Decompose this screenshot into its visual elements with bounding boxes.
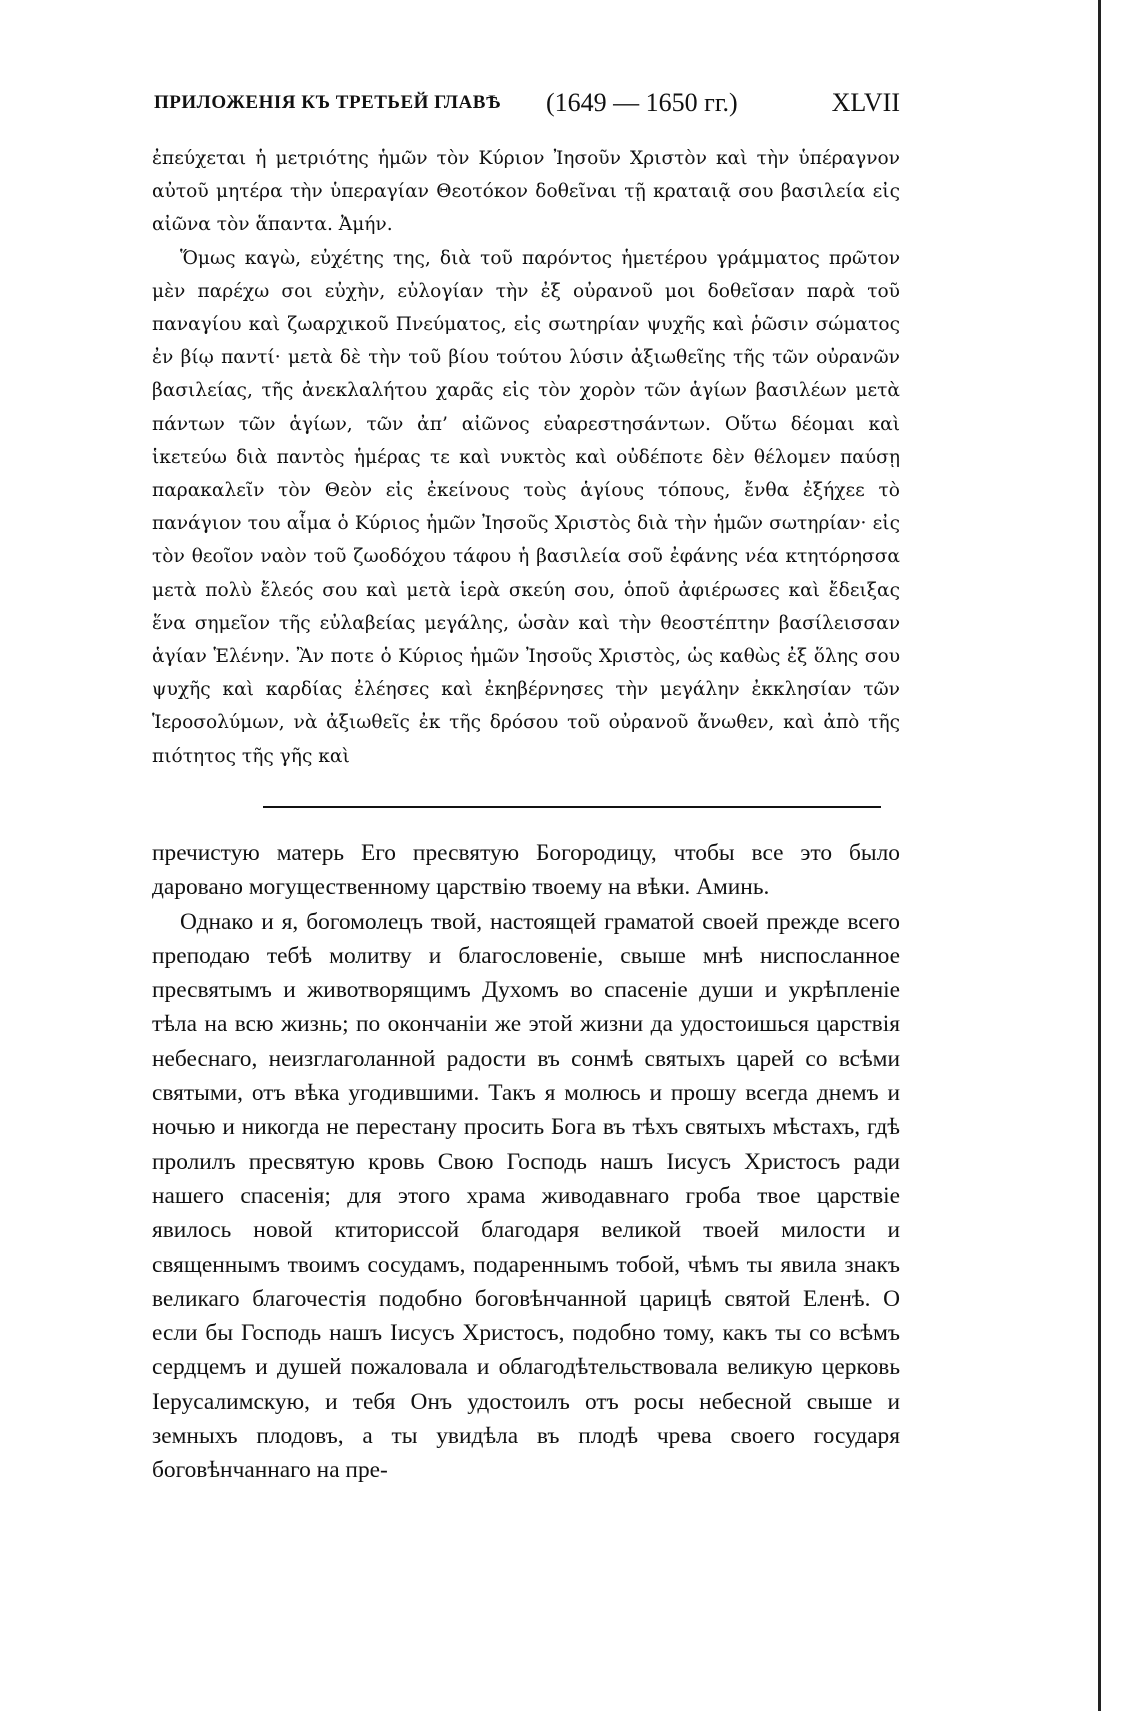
page-header xyxy=(154,88,900,124)
running-title: ПРИЛОЖЕНІЯ КЪ ТРЕТЬЕЙ ГЛАВѢ xyxy=(154,92,501,113)
russian-translation-text xyxy=(152,836,900,1488)
russian-paragraph-1: пречистую матерь Его пресвятую Богородицу, чтобы все это было даровано могущественному царствію твоему на вѣки. Аминь. xyxy=(152,840,900,901)
section-divider-rule xyxy=(263,806,881,808)
russian-paragraph-2: Однако и я, богомолецъ твой, настоящей граматой своей прежде всего преподаю тебѣ молитву и благословеніе, свыше мнѣ ниспосланное пресвятымъ и животворящимъ Духомъ во спасеніе души и укрѣпленіе тѣла на всю жизнь; по окончаніи же этой жизни да удостоишься царствія небеснаго, неизглаголанной радости въ сонмѣ святыхъ царей со всѣми святыми, отъ вѣка угодившими. Такъ я молюсь и прошу всегда днемъ и ночью и никогда не перестану просить Бога въ тѣхъ святыхъ мѣстахъ, гдѣ пролилъ пресвятую кровь Свою Господь нашъ Іисусъ Христосъ ради нашего спасенія; для этого храма живодавнаго гроба твое царствіе явилось новой ктиториссой благодаря великой твоей милости и священнымъ твоимъ сосудамъ, подареннымъ тобой, чѣмъ ты явила знакъ великаго благочестія подобно боговѣнчанной царицѣ святой Еленѣ. О если бы Господь нашъ Іисусъ Христосъ, подобно тому, какъ ты со всѣмъ сердцемъ и душей пожаловала и облагодѣтельствовала великую церковь Іерусалимскую, и тебя Онъ удостоилъ отъ росы небесной свыше и земныхъ плодовъ, а ты увидѣла въ плодѣ чрева своего государя боговѣнчаннаго на пре- xyxy=(152,908,900,1484)
greek-paragraph-2: Ὅμως καγὼ, εὐχέτης της, διὰ τοῦ παρόντος ἡμετέρου γράμματος πρῶτον μὲν παρέχω σοι εὐχὴν, εὐλογίαν τὴν ἐξ οὐρανοῦ μοι δοθεῖσαν παρὰ τοῦ παναγίου καὶ ζωαρχικοῦ Πνεύματος, εἰς σωτηρίαν ψυχῆς καὶ ῥῶσιν σώματος ἐν βίῳ παντί· μετὰ δὲ τὴν τοῦ βίου τούτου λύσιν ἀξιωθεῖης τῆς τῶν οὐρανῶν βασιλείας, τῆς ἀνεκλαλήτου χαρᾶς εἰς τὸν χορὸν τῶν ἁγίων βασιλέων μετὰ πάντων τῶν ἁγίων, τῶν ἀπ’ αἰῶνος εὐαρεστησάντων. Οὕτω δέομαι καὶ ἱκετεύω διὰ παντὸς ἡμέρας τε καὶ νυκτὸς καὶ οὐδέποτε δὲν θέλομεν παύσῃ παρακαλεῖν τὸν Θεὸν εἰς ἐκείνους τοὺς ἁγίους τόπους, ἔνθα ἐξήχεε τὸ πανάγιον του αἷμα ὁ Κύριος ἡμῶν Ἰησοῦς Χριστὸς διὰ τὴν ἡμῶν σωτηρίαν· εἰς τὸν θεοῖον ναὸν τοῦ ζωοδόχου τάφου ἡ βασιλεία σοῦ ἐφάνης νέα κτητόρησσα μετὰ πολὺ ἔλεός σου καὶ μετὰ ἱερὰ σκεύη σου, ὁποῦ ἀφιέρωσες καὶ ἔδειξας ἕνα σημεῖον τῆς εὐλαβείας μεγάλης, ὡσὰν καὶ τὴν θεοστέπτην βασίλεισσαν ἁγίαν Ἑλένην. Ἂν ποτε ὁ Κύριος ἡμῶν Ἰησοῦς Χριστὸς, ὡς καθὼς ἐξ ὅλης σου ψυχῆς καὶ καρδίας ἐλέησες καὶ ἐκηβέρνησες τὴν μεγάλην ἐκκλησίαν τῶν Ἱεροσολύμων, νὰ ἀξιωθεῖς ἐκ τῆς δρόσου τοῦ οὐρανοῦ ἄνωθεν, καὶ ἀπὸ τῆς πιότητος τῆς γῆς καὶ xyxy=(152,247,900,767)
greek-original-text xyxy=(152,142,900,773)
page-edge-border xyxy=(1098,0,1101,1711)
header-years: (1649 — 1650 гг.) xyxy=(546,88,738,117)
greek-paragraph-1: ἐπεύχεται ἡ μετριότης ἡμῶν τὸν Κύριον Ἰησοῦν Χριστὸν καὶ τὴν ὑπέραγνον αὐτοῦ μητέρα τὴν ὑπεραγίαν Θεοτόκον δοθεῖναι τῇ κραταιᾷ σου βασιλεία εἰς αἰῶνα τὸν ἅπαντα. Ἀμήν. xyxy=(152,148,900,236)
page-number: XLVII xyxy=(831,88,900,117)
